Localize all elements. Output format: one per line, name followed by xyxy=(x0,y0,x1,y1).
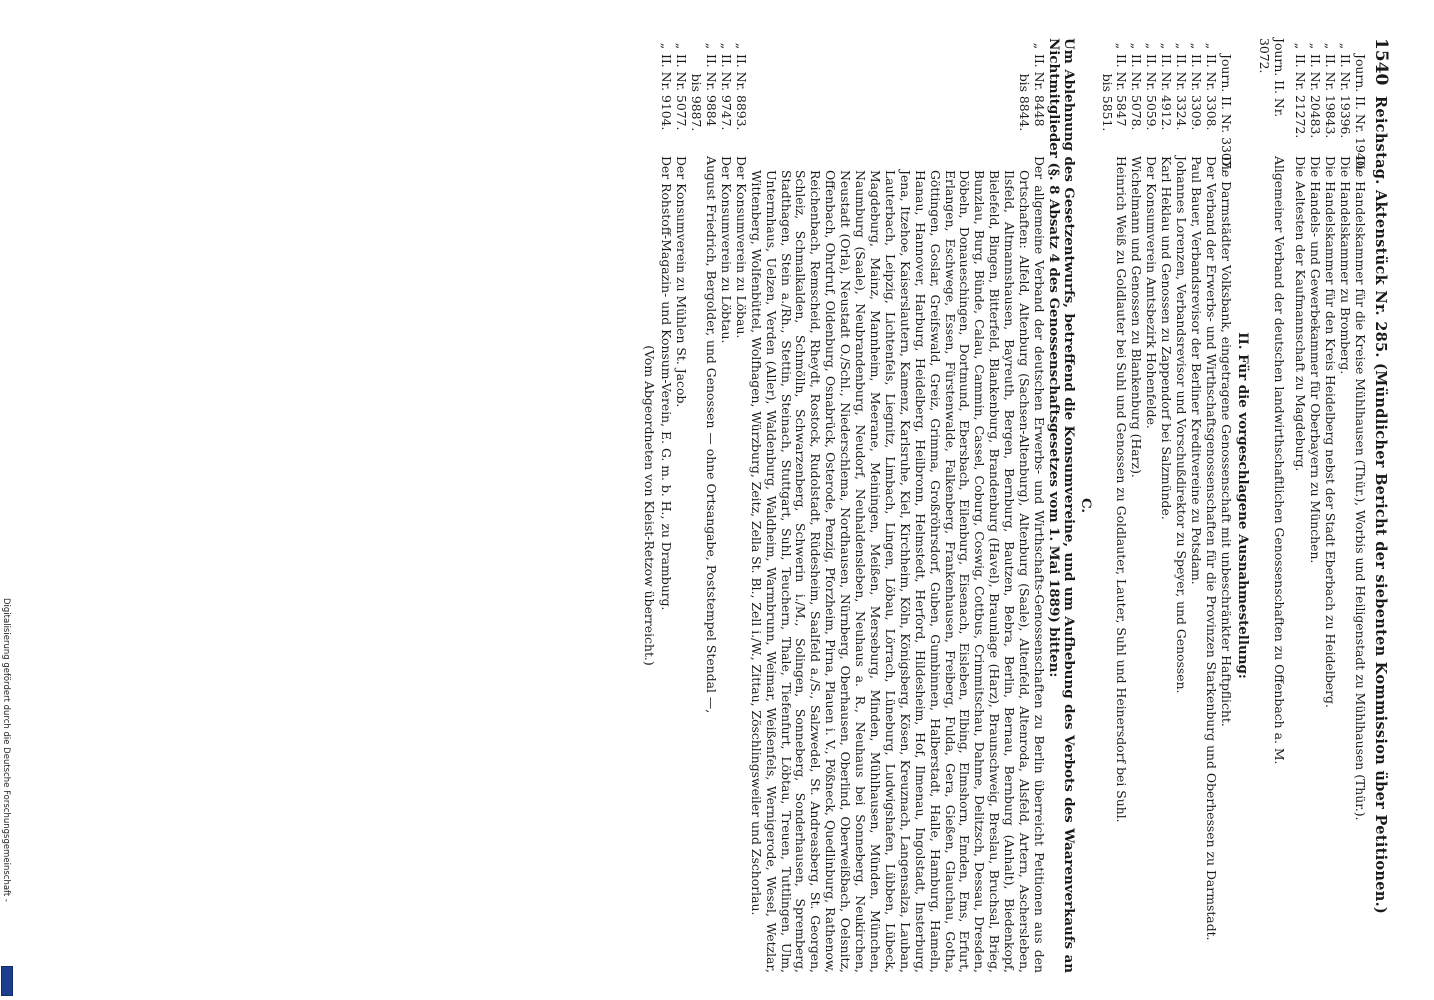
journal-ref: Journ. II. Nr. 1940. xyxy=(1353,54,1369,173)
submitted-by-note: (Vom Abgeordneten von Kleist-Retzow überreicht.) xyxy=(642,345,658,666)
digitization-credit xyxy=(0,598,12,998)
section-b-first xyxy=(1256,38,1286,973)
petition-text: Der allgemeine Verband der deutschen Erwerbs- und Wirthschafts-Genossenschaften zu Berlin überreicht Petitionen aus den Ortschaften: Alfeld, Altenburg (Sachsen-Altenburg), Altenburg (Saale), Altenfeld, Altenroda, Alsfeld, Artern, Aschersleben, Ilsfeld, Altmannshausen, Bayreuth, Bergen, Bernburg, Bautzen, Bebra, Berlin, Bernau, Bernburg (Anhalt), Biedenkopf, Bielefeld, Bingen, Bitterfeld, Blankenburg, Brandenburg (Havel), Braunlage (Harz), Braunschweig, Breslau, Bruchsal, Brieg, Bunzlau, Burg, Bünde, Calau, Cammin, Cassel, Coburg, Coswig, Cottbus, Crimmitschau, Dahme, Delitzsch, Dessau, Dresden, Döbeln, Donaueschingen, Dortmund, Ebersbach, Eilenburg, Eisenach, Eisleben, Elbing, Elmshorn, Emden, Ems, Erfurt, Erlangen, Eschwege, Essen, Fürstenwalde, Falkenberg, Frankenhausen, Freiberg, Fulda, Gera, Gießen, Glauchau, Gotha, Göttingen, Goslar, Greifswald, Greiz, Grimma, Großröhrsdorf, Guben, Gumbinnen, Halberstadt, Halle, Hamburg, Hameln, Hanau, Hannover, Harburg, Heidelberg, Heilbronn, Helmstedt, Herford, Hildesheim, Hof, Ilmenau, Ingolstadt, Insterburg, Jena, Itzehoe, Kaiserslautern, Kamenz, Karlsruhe, Kiel, Kirchheim, Köln, Königsberg, Kösen, Kreuznach, Langensalza, Lauban, Lauterbach, Leipzig, Lichtenfels, Liegnitz, Limbach, Lingen, Löbau, Lörrach, Lüneburg, Ludwigshafen, Lübben, Lübeck, Magdeburg, Mainz, Mannheim, Meerane, Meiningen, Meißen, Merseburg, Minden, Mühlhausen, Münden, München, Naumburg (Saale), Neubrandenburg, Neudorf, Neuhaldensleben, Neuhaus a. R., Neuhaus bei Sonneberg, Neukirchen, Neustadt (Orla), Neustadt O./Schl., Niederschlema, Nordhausen, Nürnberg, Oberhausen, Oberlind, Oberweißbach, Oelsnitz, Offenbach, Ohrdruf, Oldenburg, Osnabrück, Osterode, Penzig, Pforzheim, Pirna, Plauen i. V., Pößneck, Quedlinburg, Rathenow, Reichenbach, Remscheid, Rheydt, Rostock, Rudolstadt, Rüdesheim, Saalfeld a./S., Salzwedel, St. Andreasberg, St. Georgen, Schleiz, Schmalkalden, Schmölln, Schwarzenberg, Schwerin i./M., Solingen, Sonneberg, Sonderhausen, Spremberg, Stadthagen, Stein a./Rh., Stettin, Steinach, Stuttgart, Suhl, Teuchern, Thale, Tiefenfurt, Löbtau, Treuen, Tuttlingen, Ulm, Untermhaus, Uelzen, Verden (Aller), Waldenburg, Waldheim, Warmbrunn, Weimar, Weißenfels, Wernigerode, Wesel, Wetzlar, Wittenberg, Wolfenbüttel, Wolfhagen, Würzburg, Zeitz, Zella St. Bl., Zell i./W., Zittau, Zöschlingsweiler und Zschorlau. xyxy=(748,156,1047,973)
petition-entry xyxy=(673,38,688,973)
ditto-mark: „ xyxy=(659,42,675,50)
ditto-mark: „ xyxy=(1203,42,1219,50)
petition-text: Die Handelskammer zu Bromberg. xyxy=(1338,156,1354,375)
section-letter: C. xyxy=(1077,497,1094,514)
petition-text: Der Rohstoff-Magazin- und Konsum-Verein, E. G. m. b. H., zu Dramburg. xyxy=(659,156,675,611)
petition-entry xyxy=(1352,38,1367,973)
journal-ref: II. Nr. 9884 bis 9887. xyxy=(689,54,720,132)
ditto-mark: „ xyxy=(1031,42,1047,50)
petition-entry xyxy=(1099,38,1129,973)
section-b-list xyxy=(1099,38,1233,973)
petition-text: Paul Bauer, Verbandsrevisor der Berliner Kreditvereine zu Potsdam. xyxy=(1189,156,1205,585)
ditto-mark: „ xyxy=(704,42,720,50)
petition-text: Der Konsumverein zu Löbtau. xyxy=(718,156,734,344)
petition-text: Allgemeiner Verband der deutschen landwirthschaftlichen Genossenschaften zu Offenbach a. M. xyxy=(1271,156,1287,765)
petition-text: Johannes Lorenzen, Verbandsrevisor und Vorschußdirektor zu Speyer, und Genossen. xyxy=(1174,156,1190,694)
journal-ref: II. Nr. 8448 bis 8844. xyxy=(1017,54,1047,132)
journal-ref: II. Nr. 8893. xyxy=(733,54,749,131)
journal-ref: II. Nr. 4912. xyxy=(1159,54,1175,131)
ditto-mark xyxy=(1352,38,1367,54)
document-page xyxy=(642,38,1389,973)
petition-entry xyxy=(1293,38,1308,973)
ditto-mark: „ xyxy=(1338,42,1354,50)
dfg-logo-icon xyxy=(1,966,13,996)
petition-entry xyxy=(1173,38,1188,973)
journal-ref: II. Nr. 19843. xyxy=(1323,54,1339,139)
petition-text: Die Handelskammer für den Kreis Heidelberg nebst der Stadt Eberbach zu Heidelberg. xyxy=(1323,156,1339,708)
page-header xyxy=(1371,38,1391,973)
section-c-list xyxy=(658,38,1046,973)
ditto-mark: „ xyxy=(674,42,690,50)
petition-entry xyxy=(748,38,1046,973)
petition-text: Heinrich Weiß zu Goldlauter bei Suhl und Genossen zu Goldlauter, Lauter, Suhl und Heinersdorf bei Suhl. xyxy=(1114,156,1130,823)
petition-entry xyxy=(1337,38,1352,973)
journal-ref: II. Nr. 20483. xyxy=(1308,54,1324,139)
journal-ref: II. Nr. 3308. xyxy=(1203,54,1219,131)
ditto-mark: „ xyxy=(733,42,749,50)
petition-text: Die Darmstädter Volksbank, eingetragene Genossenschaft mit unbeschränkter Haftpflicht. xyxy=(1218,156,1234,727)
journal-ref: II. Nr. 9747. xyxy=(718,54,734,131)
petition-entry xyxy=(1129,38,1144,973)
petition-text: Die Aeltesten der Kaufmannschaft zu Magdeburg. xyxy=(1293,156,1309,472)
petition-text: Die Handelskammer für die Kreise Mühlhausen (Thür.), Worbis und Heiligenstadt zu Mühlhausen (Thür.). xyxy=(1353,156,1369,821)
journal-ref: II. Nr. 3324. xyxy=(1174,54,1190,131)
journal-ref: II. Nr. 21272. xyxy=(1293,54,1309,139)
petition-entry xyxy=(718,38,733,973)
section-heading: Um Ablehnung des Gesetzentwurfs, betreffend die Konsumvereine, und um Aufhebung des Verbots des Waarenverkaufs an Nichtmitglieder (§. 8 Absatz 4 des Genossenschaftsgesetzes vom 1. Mai 1889) bitten: xyxy=(1045,38,1077,973)
ditto-mark: „ xyxy=(718,42,734,50)
petition-entry xyxy=(1322,38,1337,973)
journal-ref: Journ. II. Nr. 3307. xyxy=(1218,54,1234,173)
journal-ref: II. Nr. 5059. xyxy=(1144,54,1160,131)
petition-entry xyxy=(1188,38,1203,973)
page-title: Reichstag. Aktenstück Nr. 285. (Mündlicher Bericht der siebenten Kommission über Petitionen.) xyxy=(1372,96,1389,915)
journal-ref: II. Nr. 5078. xyxy=(1129,54,1145,131)
page-number: 1540 xyxy=(1371,38,1391,86)
journal-ref: II. Nr. 19396. xyxy=(1338,54,1354,139)
petition-entry xyxy=(688,38,718,973)
petition-text: Karl Heklau und Genossen zu Zappendorf bei Salzmünde. xyxy=(1159,156,1175,520)
petition-entry xyxy=(1143,38,1158,973)
petition-entry xyxy=(1307,38,1322,973)
ditto-mark: „ xyxy=(1144,42,1160,50)
ditto-mark: „ xyxy=(1308,42,1324,50)
journal-ref: II. Nr. 5847 bis 5851. xyxy=(1099,54,1130,132)
intro-list xyxy=(1293,38,1368,973)
ditto-mark: „ xyxy=(1323,42,1339,50)
ditto-mark xyxy=(1218,38,1233,54)
petition-text: Der Verband der Erwerbs- und Wirthschaftsgenossenschaften für die Provinzen Starkenburg und Oberhessen zu Darmstadt. xyxy=(1203,156,1219,941)
journal-ref: Journ. II. Nr. 3072. xyxy=(1256,38,1287,118)
ditto-mark: „ xyxy=(1114,42,1130,50)
journal-ref: II. Nr. 5077. xyxy=(674,54,690,131)
credit-text: Digitalisierung gefördert durch die Deutsche Forschungsgemeinschaft - xyxy=(1,598,11,902)
journal-ref: II. Nr. 3309. xyxy=(1189,54,1205,131)
journal-ref: II. Nr. 9104. xyxy=(659,54,675,131)
petition-text: August Friedrich, Bergolder, und Genossen — ohne Ortsangabe, Poststempel Stendal —, xyxy=(704,156,720,714)
ditto-mark: „ xyxy=(1174,42,1190,50)
ditto-mark: „ xyxy=(1159,42,1175,50)
ditto-mark: „ xyxy=(1189,42,1205,50)
petition-entry xyxy=(1218,38,1233,973)
petition-text: Die Handels- und Gewerbekammer für Oberbayern zu München. xyxy=(1308,156,1324,564)
petition-text: Der Konsumverein zu Löbau. xyxy=(733,156,749,339)
ditto-mark: „ xyxy=(1129,42,1145,50)
petition-entry xyxy=(658,38,673,973)
petition-entry xyxy=(1203,38,1218,973)
petition-entry xyxy=(1158,38,1173,973)
petition-text: Der Konsumverein Amtsbezirk Hohenfelde. xyxy=(1144,156,1160,429)
section-heading: II. Für die vorgeschlagene Ausnahmestellung: xyxy=(1234,332,1251,679)
petition-text: Der Konsumverein zu Mühlen St. Jacob. xyxy=(674,156,690,408)
petition-entry xyxy=(733,38,748,973)
ditto-mark: „ xyxy=(1293,42,1309,50)
petition-text: Wichelmann und Genossen zu Blankenburg (Harz). xyxy=(1129,156,1145,478)
